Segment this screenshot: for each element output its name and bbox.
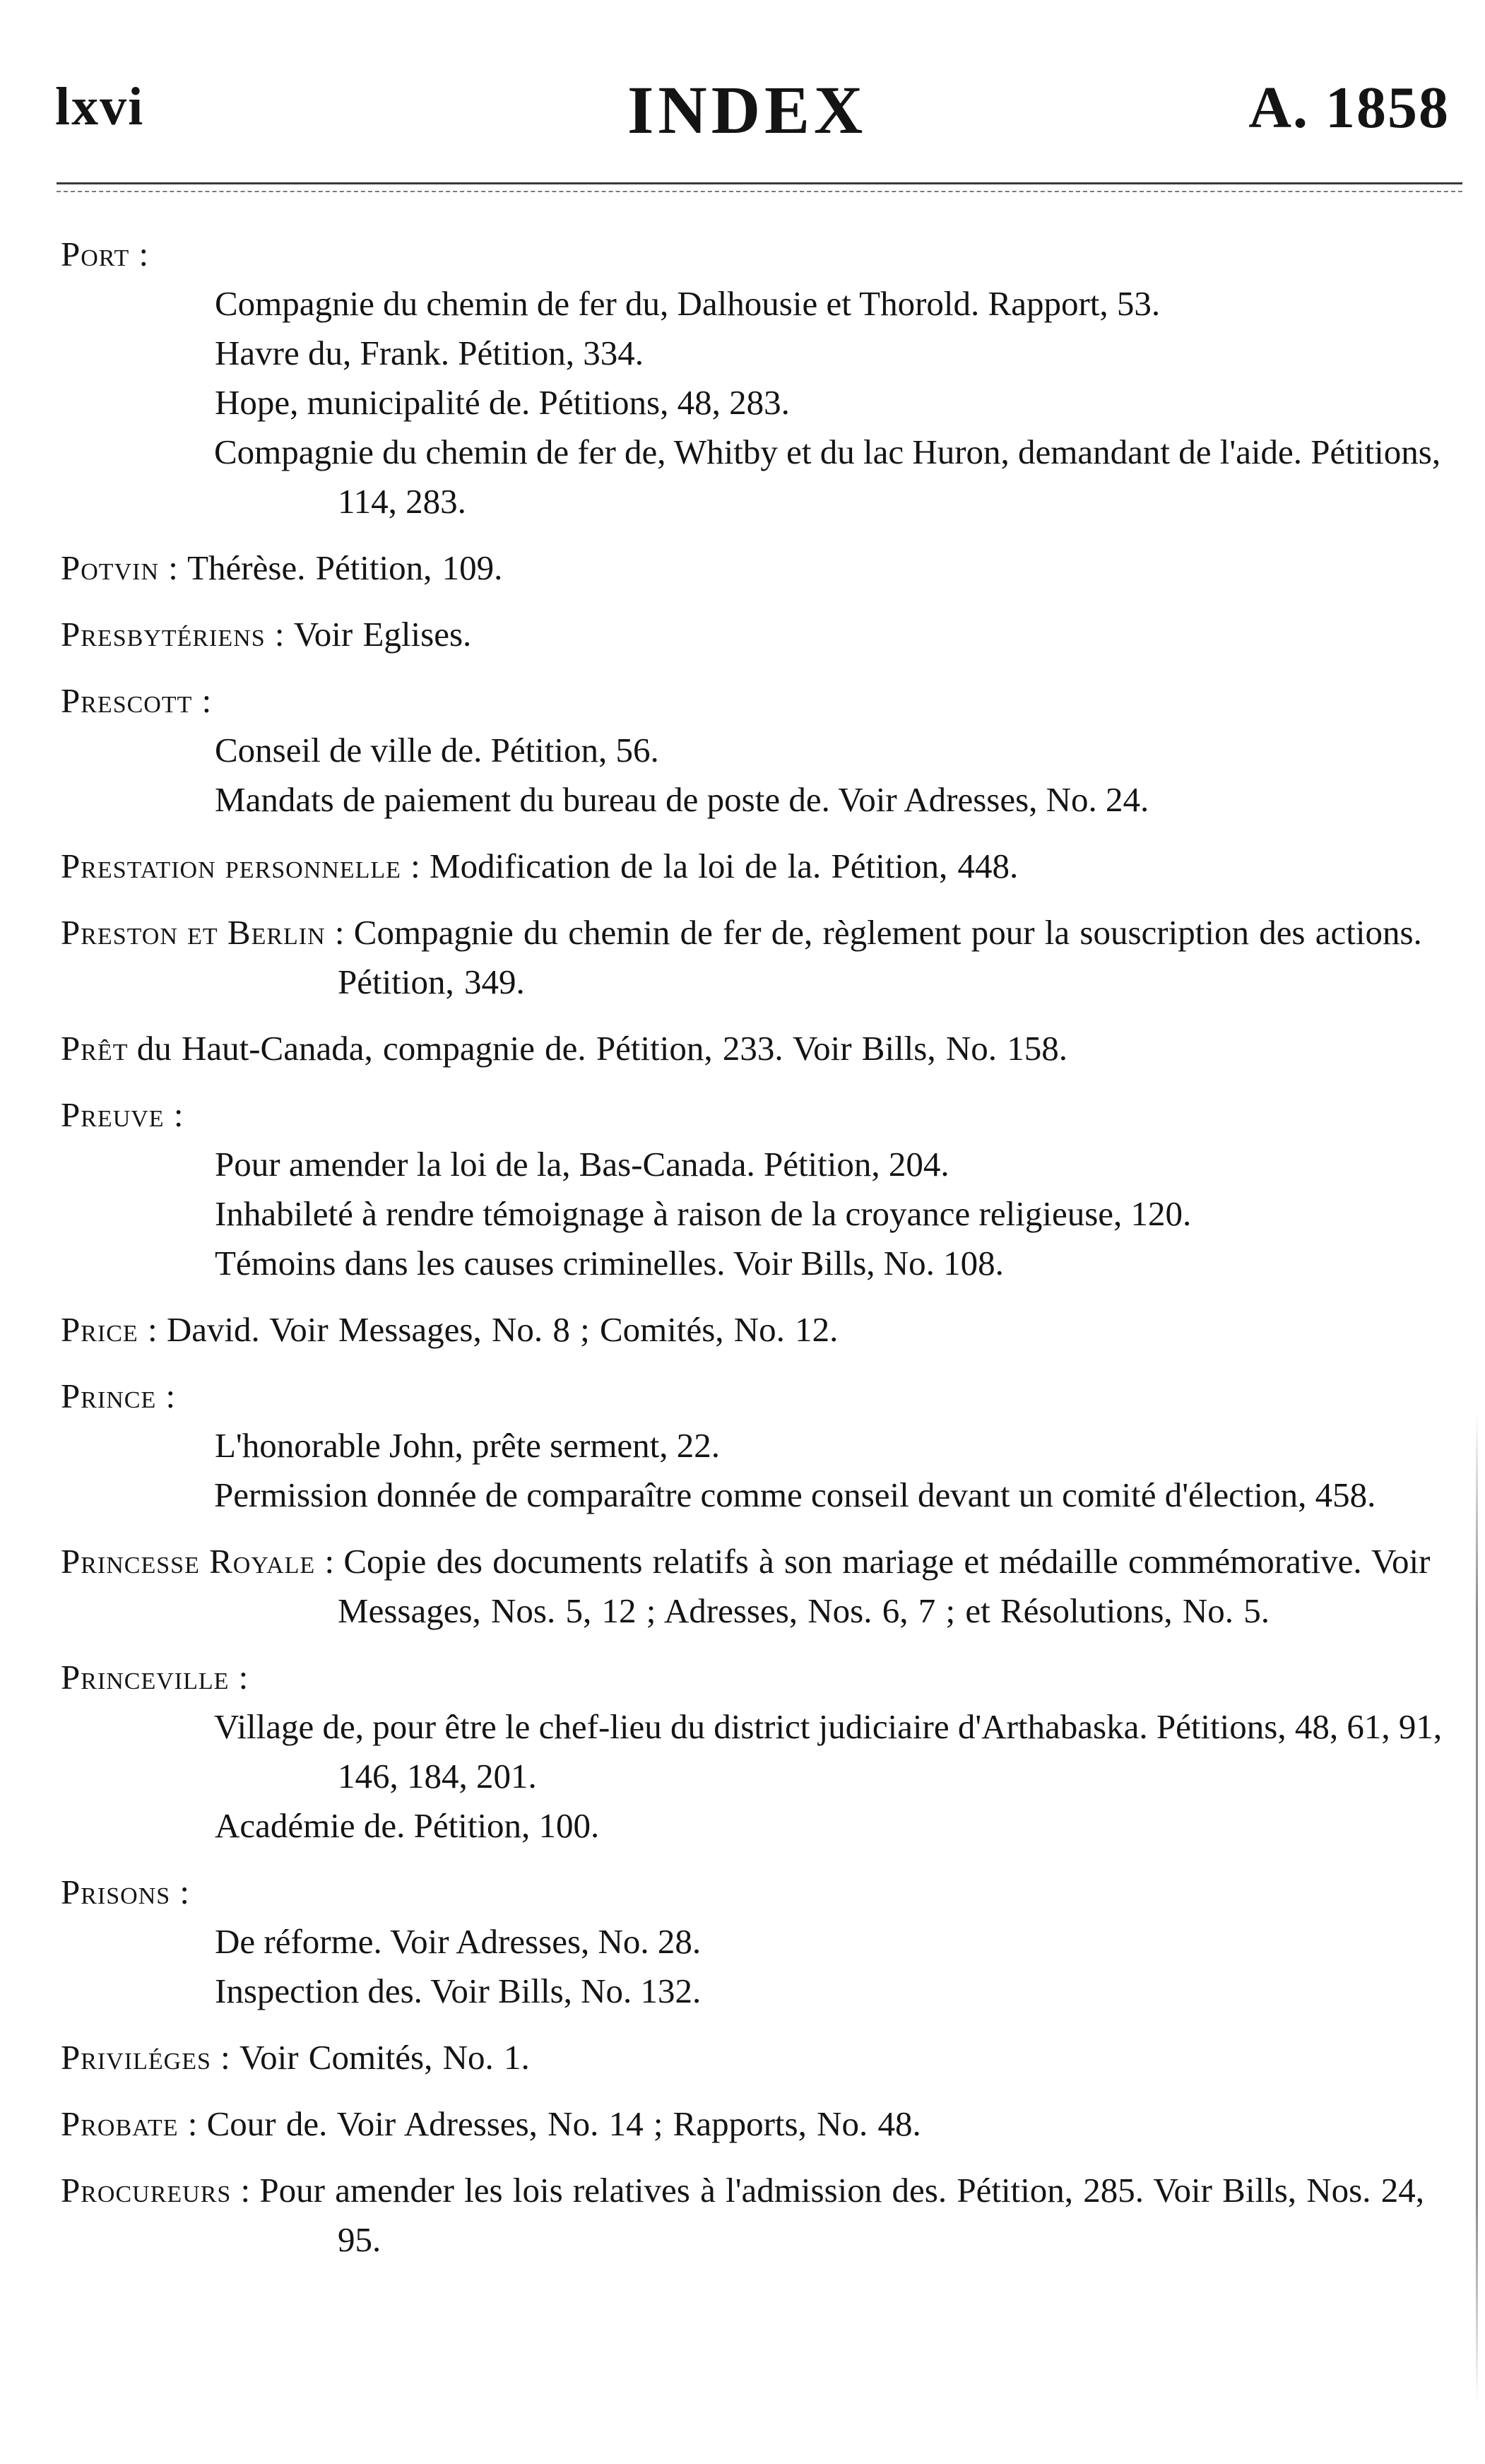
index-entry-prestation-personnelle: [61, 842, 1460, 891]
sub-entry: Village de, pour être le chef-lieu du district judiciaire d'Arthabaska. Pétitions, 48, 61, 91, 146, 184, 201.: [214, 1707, 1443, 1796]
sub-entry: Hope, municipalité de. Pétitions, 48, 283.: [215, 383, 790, 422]
sub-entry: Conseil de ville de. Pétition, 56.: [215, 731, 659, 770]
entry-text: Compagnie du chemin de fer de, règlement pour la souscription des actions. Pétition, 349.: [338, 913, 1422, 1001]
index-entry-preston-berlin: [61, 908, 1460, 1007]
index-entry-princeville: [61, 1653, 1460, 1851]
entry-keyword: Price :: [61, 1310, 158, 1349]
index-entry-procureurs: [61, 2166, 1460, 2265]
sub-entry: Mandats de paiement du bureau de poste de. Voir Adresses, No. 24.: [215, 780, 1149, 819]
index-entry-preuve: [61, 1090, 1460, 1288]
header-rule: [57, 182, 1462, 184]
sub-entry: Inspection des. Voir Bills, No. 132.: [215, 1971, 702, 2010]
sub-entry: Havre du, Frank. Pétition, 334.: [215, 334, 644, 372]
entry-text: Copie des documents relatifs à son mariage et médaille commémorative. Voir Messages, Nos. 5, 12 ; Adresses, Nos. 6, 7 ; et Résolutions, No. 5.: [338, 1542, 1431, 1630]
index-entry-privileges: [61, 2033, 1460, 2082]
year-label: A. 1858: [1248, 75, 1450, 141]
entry-text: Cour de. Voir Adresses, No. 14 ; Rapports, No. 48.: [206, 2104, 921, 2143]
entry-text: Pour amender les lois relatives à l'admission des. Pétition, 285. Voir Bills, Nos. 24, 95.: [259, 2171, 1424, 2259]
index-entry-prince: [61, 1372, 1460, 1520]
index-entry-princesse-royale: [61, 1537, 1460, 1636]
entry-text: Modification de la loi de la. Pétition, 448.: [430, 847, 1019, 885]
index-entry-prisons: [61, 1868, 1460, 2016]
entry-keyword: Prêt: [61, 1029, 129, 1068]
sub-entry: Témoins dans les causes criminelles. Voir Bills, No. 108.: [215, 1244, 1004, 1283]
entry-keyword: Prisons :: [61, 1873, 191, 1911]
entry-keyword: Priviléges :: [61, 2038, 231, 2077]
entry-keyword: Prescott :: [61, 681, 213, 720]
index-entry-prescott: [61, 676, 1460, 825]
sub-entry: Compagnie du chemin de fer de, Whitby et du lac Huron, demandant de l'aide. Pétitions, 114, 283.: [214, 432, 1441, 521]
header-rule-dashed: [57, 191, 1462, 192]
entry-keyword: Probate :: [61, 2104, 199, 2143]
index-entry-potvin: [61, 543, 1460, 593]
entry-keyword: Preuve :: [61, 1095, 184, 1134]
index-entry-port: [61, 230, 1460, 526]
entry-keyword: Procureurs :: [61, 2171, 252, 2210]
running-head: [55, 71, 1450, 148]
entry-keyword: Prestation personnelle :: [61, 847, 421, 885]
index-entry-presbyteriens: [61, 610, 1460, 659]
page-title: INDEX: [627, 72, 868, 148]
entry-text: Voir Comités, No. 1.: [239, 2038, 530, 2077]
entry-text: du Haut-Canada, compagnie de. Pétition, 233. Voir Bills, No. 158.: [136, 1029, 1067, 1068]
entry-keyword: Preston et Berlin :: [61, 913, 345, 952]
sub-entry: Inhabileté à rendre témoignage à raison de la croyance religieuse, 120.: [215, 1194, 1192, 1233]
entry-keyword: Presbytériens :: [61, 615, 285, 654]
entry-keyword: Prince :: [61, 1377, 177, 1415]
entry-keyword: Potvin :: [61, 548, 179, 587]
sub-entry: L'honorable John, prête serment, 22.: [215, 1426, 721, 1465]
entry-keyword: Princesse Royale :: [61, 1542, 336, 1581]
entry-text: David. Voir Messages, No. 8 ; Comités, No. 12.: [166, 1310, 839, 1349]
entry-text: Voir Eglises.: [293, 615, 472, 654]
sub-entry: Permission donnée de comparaître comme conseil devant un comité d'élection, 458.: [214, 1475, 1376, 1514]
sub-entry: Académie de. Pétition, 100.: [215, 1806, 600, 1845]
sub-entry: Compagnie du chemin de fer du, Dalhousie et Thorold. Rapport, 53.: [215, 284, 1161, 323]
entry-text: Thérèse. Pétition, 109.: [187, 548, 503, 587]
entry-keyword: Port :: [61, 235, 150, 273]
index-entry-probate: [61, 2099, 1460, 2149]
sub-entry: Pour amender la loi de la, Bas-Canada. Pétition, 204.: [215, 1145, 949, 1184]
index-entry-pret: [61, 1024, 1460, 1073]
index-entry-price: [61, 1305, 1460, 1355]
page-number: lxvi: [55, 77, 145, 136]
index-entries: [61, 230, 1460, 2282]
sub-entry: De réforme. Voir Adresses, No. 28.: [215, 1922, 702, 1961]
entry-keyword: Princeville :: [61, 1658, 249, 1697]
page-edge-shadow: [1476, 1413, 1478, 2403]
